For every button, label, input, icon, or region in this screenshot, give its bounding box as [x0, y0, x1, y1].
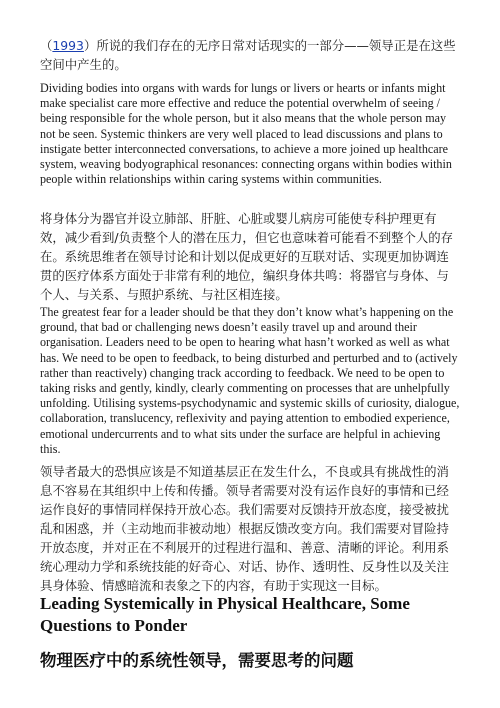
open-paren: （: [40, 38, 53, 53]
section-heading-zh: 物理医疗中的系统性领导，需要思考的问题: [40, 651, 354, 670]
paragraph-zh-organs: 将身体分为器官并设立肺部、肝脏、心脏或婴儿病房可能使专科护理更有效，减少看到/负责整个人的潜在压力，但它也意味着可能看不到整个人的存在。系统思维者在领导讨论和计划以促成更好的互联对话、实现更加协调连贯的医疗体系方面处于非常有利的地位，编织身体共鸣：将器官与身体、与个人、与关系、与照护系统、与社区相连接。: [40, 211, 454, 302]
paragraph-zh-intro: [40, 36, 460, 74]
paragraph-zh-intro-text: ）所说的我们存在的无序日常对话现实的一部分——领导正是在这些空间中产生的。: [40, 38, 456, 72]
paragraph-zh-leader-fear: 领导者最大的恐惧应该是不知道基层正在发生什么，不良或具有挑战性的消息不容易在其组织中上传和传播。领导者需要对没有运作良好的事情和已经运作良好的事情同样保持开放心态。我们需要对反馈持开放态度，接受被扰乱和困惑，并（主动地而非被动地）根据反馈改变方向。我们需要对冒险持开放态度，并对正在不利展开的过程进行温和、善意、清晰的评论。利用系统心理动力学和系统技能的好奇心、对话、协作、透明性、反身性以及关注具身体验、情感暗流和表象之下的内容，有助于实现这一目标。: [40, 464, 449, 593]
citation-link-1993[interactable]: 1993: [52, 38, 84, 53]
paragraph-en-organs: Dividing bodies into organs with wards for lungs or livers or hearts or infants might make specialist care more effective and reduce the potential overwhelm of seeing / being responsible for the whole person, but it also means that the whole person may not be seen. Systemic thinkers are very well placed to lead discussions and plans to instigate better interconnected conversations, to achieve a more joined up healthcare system, weaving bodyographical resonances: connecting organs within bodies within people within relationships within caring systems within communities.: [40, 81, 452, 187]
section-heading-en: Leading Systemically in Physical Healthcare, Some Questions to Ponder: [40, 594, 410, 635]
paragraph-en-leader-fear: The greatest fear for a leader should be that they don’t know what’s happening on the ground, that bad or challenging news doesn’t easily travel up and around their organisation. Leaders need to be open to hearing what hasn’t worked as well as what has. We need to be open to feedback, to being disturbed and perturbed and to (actively rather than reactively) changing track according to feedback. We need to be open to taking risks and gently, kindly, clearly commenting on processes that are unhelpfully unfolding. Utilising systems-psychodynamic and systemic skills of curiosity, dialogue, collaboration, translucency, reflexivity and paying attention to embodied experience, emotional undercurrents and to what sits under the surface are helpful in achieving this.: [40, 305, 460, 456]
